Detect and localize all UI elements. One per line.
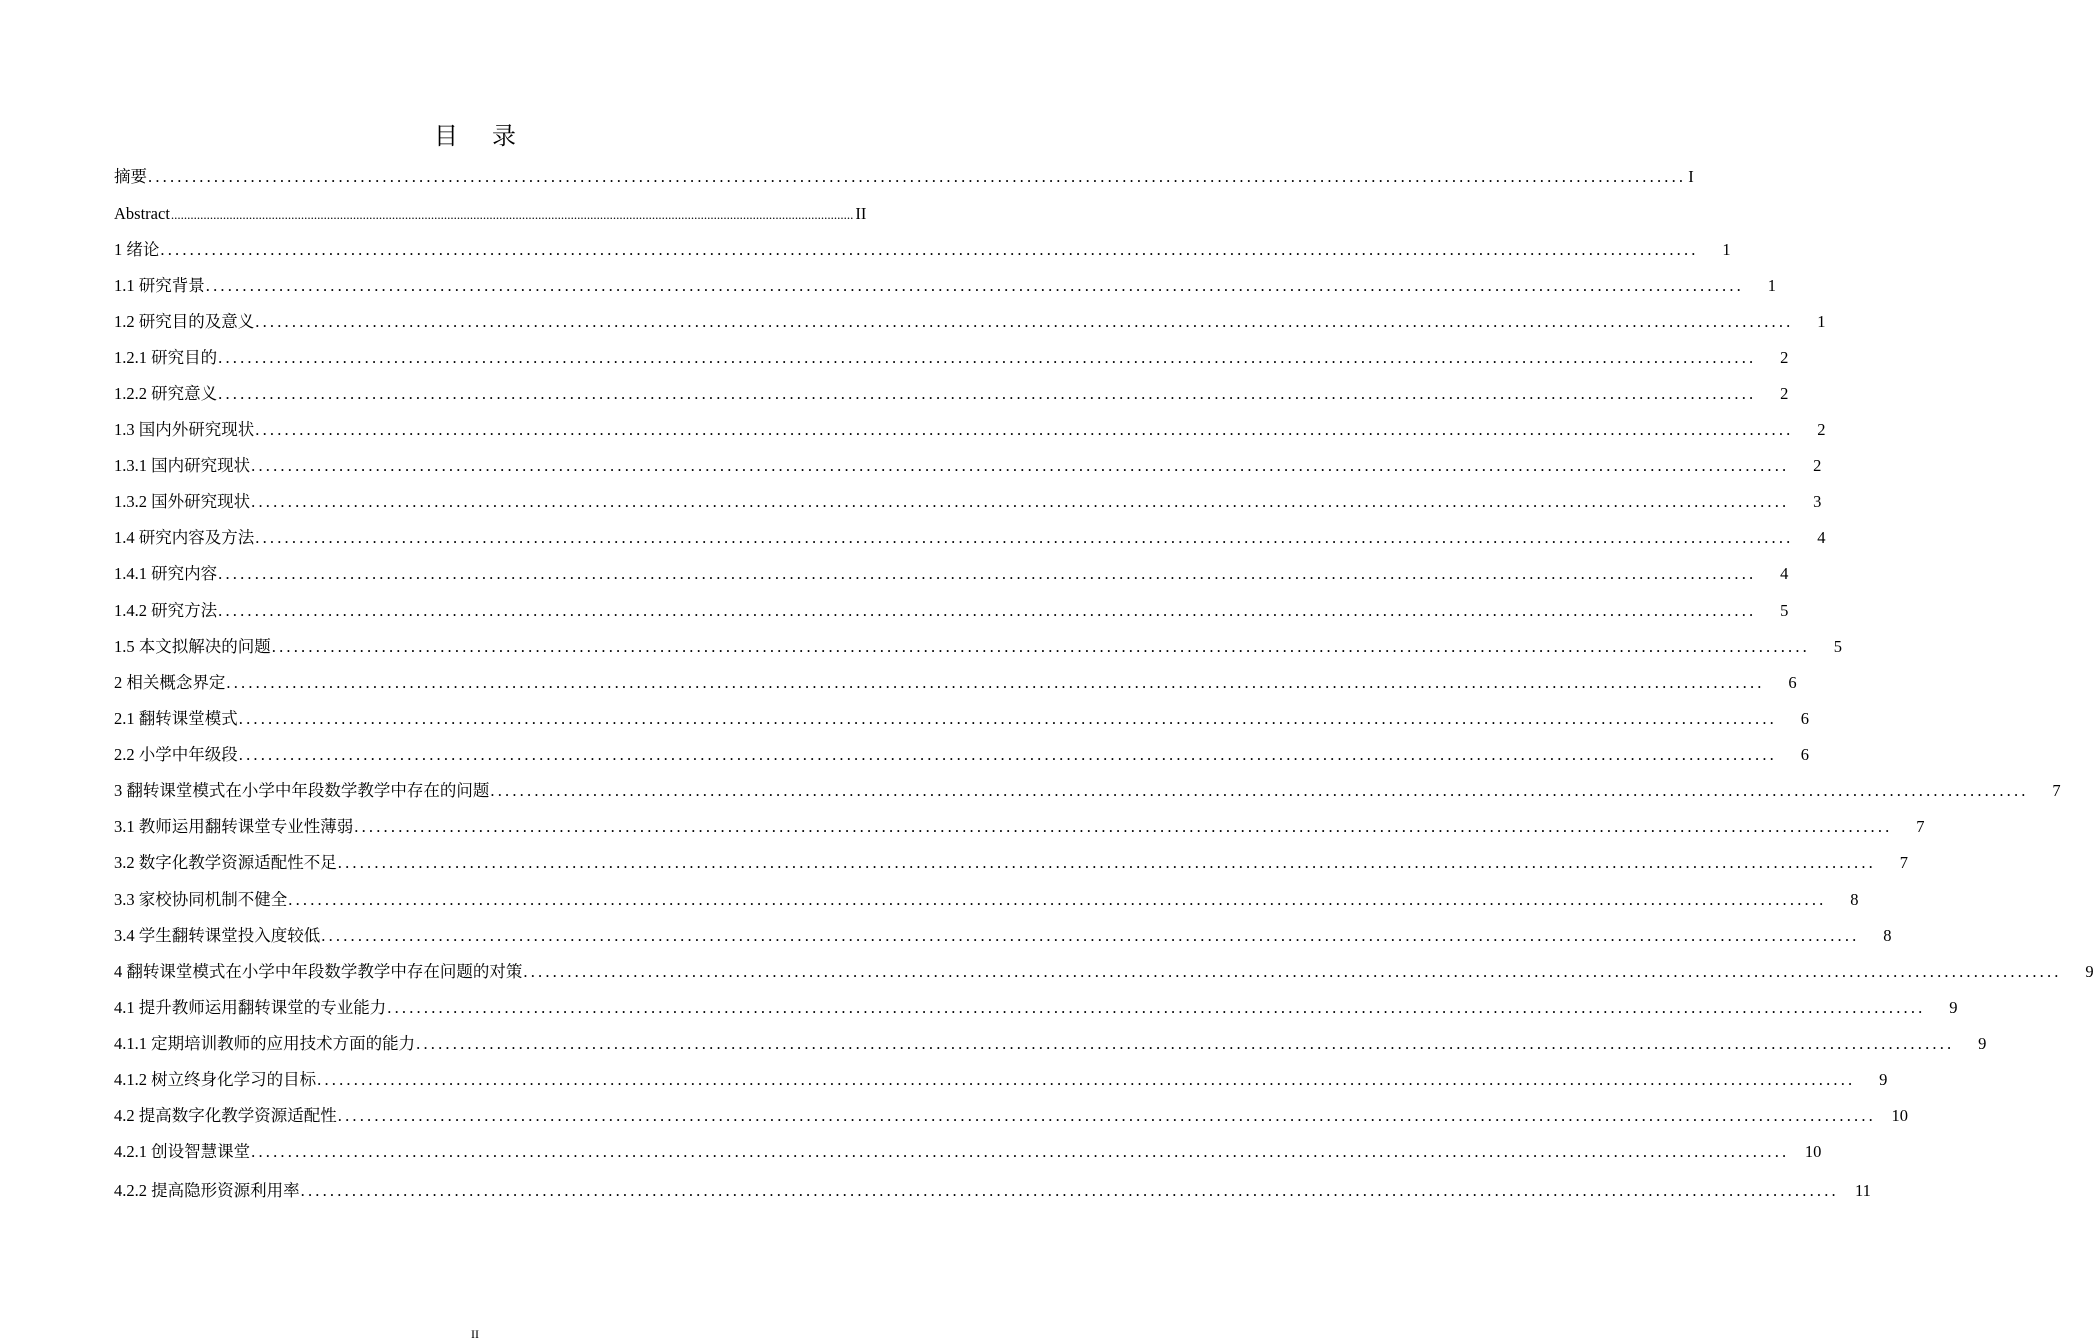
toc-entry-page: 1 bbox=[1817, 312, 1826, 331]
toc-dot-leader: .................................................................................................................................................................................................................. bbox=[218, 348, 1757, 367]
toc-entry[interactable] bbox=[114, 816, 1925, 838]
toc-entry[interactable] bbox=[114, 708, 1809, 730]
toc-entry[interactable] bbox=[114, 166, 1694, 188]
toc-dot-leader: .................................................................................................................................................................................................................. bbox=[271, 637, 1810, 656]
toc-entry[interactable] bbox=[114, 1033, 1987, 1055]
toc-entry[interactable] bbox=[114, 852, 1908, 874]
toc-dot-leader: .................................................................................................................................................................................................................. bbox=[226, 673, 1765, 692]
toc-entry-label: 4.1 提升教师运用翻转课堂的专业能力 bbox=[114, 998, 387, 1017]
toc-entry[interactable] bbox=[114, 455, 1822, 477]
toc-entry-label: 1.3.2 国外研究现状 bbox=[114, 492, 251, 511]
toc-entry-page: 1 bbox=[1722, 240, 1731, 259]
toc-dot-leader: .................................................................................................................................................................................................................. bbox=[255, 312, 1794, 331]
toc-entry[interactable] bbox=[114, 889, 1859, 911]
toc-entry-page: 3 bbox=[1813, 492, 1822, 511]
toc-dot-leader: .................................................................................................................................................................................................................. bbox=[523, 962, 2062, 981]
toc-dot-leader: .................................................................................................................................................................................................................. bbox=[251, 1142, 1790, 1161]
toc-entry-page: 2 bbox=[1817, 420, 1826, 439]
toc-dot-leader: .................................................................................................................................................................................................................. bbox=[317, 1070, 1856, 1089]
toc-dot-leader: .................................................................................................................................................................................................................. bbox=[238, 745, 1777, 764]
toc-entry-label: 1.1 研究背景 bbox=[114, 276, 205, 295]
toc-entry-page: 4 bbox=[1780, 564, 1789, 583]
toc-entry-page: 6 bbox=[1788, 673, 1797, 692]
toc-dot-leader: .................................................................................................................................................................................................................. bbox=[354, 817, 1893, 836]
toc-dot-leader: .................................................................................................................................................................................................................. bbox=[490, 781, 2029, 800]
toc-entry-label: 3.3 家校协同机制不健全 bbox=[114, 890, 288, 909]
toc-entry-label: 3.4 学生翻转课堂投入度较低 bbox=[114, 926, 321, 945]
toc-entry[interactable] bbox=[114, 997, 1958, 1019]
toc-entry-page: 2 bbox=[1813, 456, 1822, 475]
toc-entry[interactable] bbox=[114, 1180, 1871, 1202]
toc-dot-leader: .................................................................................................................................................................................................................. bbox=[251, 492, 1790, 511]
toc-entry-label: 1.2 研究目的及意义 bbox=[114, 312, 255, 331]
toc-entry[interactable] bbox=[114, 275, 1776, 297]
toc-entry[interactable] bbox=[114, 563, 1789, 585]
toc-entry[interactable] bbox=[114, 1105, 1908, 1127]
toc-entry[interactable] bbox=[114, 744, 1809, 766]
toc-entry-page: 10 bbox=[1891, 1106, 1908, 1125]
toc-entry-label: 1 绪论 bbox=[114, 240, 160, 259]
toc-entry-page: 5 bbox=[1833, 637, 1842, 656]
toc-dot-leader: .................................................................................................................................................................................................................. bbox=[218, 564, 1757, 583]
toc-entry[interactable] bbox=[114, 203, 867, 225]
toc-entry-label: 2.2 小学中年级段 bbox=[114, 745, 238, 764]
toc-entry[interactable] bbox=[114, 239, 1731, 261]
toc-dot-leader: .................................................................................................................................................................................................................. bbox=[218, 601, 1757, 620]
toc-entry-label: 4.1.2 树立终身化学习的目标 bbox=[114, 1070, 317, 1089]
toc-entry-label: 1.4 研究内容及方法 bbox=[114, 528, 255, 547]
toc-entry-label: 2.1 翻转课堂模式 bbox=[114, 709, 238, 728]
toc-entry-page: 9 bbox=[1949, 998, 1958, 1017]
toc-entry-page: 7 bbox=[2052, 781, 2061, 800]
toc-dot-leader: .................................................................................................................................................................................................................. bbox=[288, 890, 1827, 909]
toc-entry[interactable] bbox=[114, 527, 1826, 549]
toc-entry[interactable] bbox=[114, 636, 1842, 658]
toc-entry-page: 5 bbox=[1780, 601, 1789, 620]
toc-dot-leader: .................................................................................................................................................................................................................. bbox=[170, 207, 854, 222]
toc-entry-label: 1.4.2 研究方法 bbox=[114, 601, 218, 620]
toc-entry-page: 10 bbox=[1804, 1142, 1822, 1161]
toc-dot-leader: .................................................................................................................................................................................................................. bbox=[416, 1034, 1955, 1053]
toc-entry-label: 2 相关概念界定 bbox=[114, 673, 226, 692]
toc-dot-leader: .................................................................................................................................................................................................................. bbox=[337, 1106, 1876, 1125]
toc-entry-page: 4 bbox=[1817, 528, 1826, 547]
toc-entry-label: 3.2 数字化教学资源适配性不足 bbox=[114, 853, 337, 872]
toc-entry-label: 4 翻转课堂模式在小学中年段数学教学中存在问题的对策 bbox=[114, 962, 523, 981]
toc-entry-page: 6 bbox=[1800, 709, 1809, 728]
toc-entry-label: 摘要 bbox=[114, 167, 147, 186]
toc-entry[interactable] bbox=[114, 419, 1826, 441]
page-title: 目 录 bbox=[434, 124, 530, 150]
toc-entry-page: II bbox=[855, 204, 867, 223]
toc-entry[interactable] bbox=[114, 600, 1789, 622]
toc-entry[interactable] bbox=[114, 1069, 1888, 1091]
toc-dot-leader: .................................................................................................................................................................................................................. bbox=[205, 276, 1744, 295]
toc-entry-label: Abstract bbox=[114, 204, 170, 223]
toc-entry-page: 2 bbox=[1780, 348, 1789, 367]
toc-entry-page: 8 bbox=[1883, 926, 1892, 945]
toc-dot-leader: .................................................................................................................................................................................................................. bbox=[300, 1181, 1839, 1200]
toc-entry[interactable] bbox=[114, 347, 1789, 369]
toc-entry-page: 9 bbox=[1978, 1034, 1987, 1053]
toc-dot-leader: .................................................................................................................................................................................................................. bbox=[387, 998, 1926, 1017]
toc-entry-label: 4.2.2 提高隐形资源利用率 bbox=[114, 1181, 300, 1200]
page-number-footer: II bbox=[471, 1327, 479, 1341]
toc-entry-label: 1.3 国内外研究现状 bbox=[114, 420, 255, 439]
toc-entry-page: 6 bbox=[1800, 745, 1809, 764]
toc-entry-label: 1.2.2 研究意义 bbox=[114, 384, 218, 403]
toc-entry-label: 1.2.1 研究目的 bbox=[114, 348, 218, 367]
toc-entry-label: 3.1 教师运用翻转课堂专业性薄弱 bbox=[114, 817, 354, 836]
toc-dot-leader: .................................................................................................................................................................................................................. bbox=[337, 853, 1876, 872]
toc-entry-label: 1.5 本文拟解决的问题 bbox=[114, 637, 271, 656]
toc-entry-label: 4.1.1 定期培训教师的应用技术方面的能力 bbox=[114, 1034, 416, 1053]
toc-entry[interactable] bbox=[114, 1141, 1822, 1163]
toc-entry[interactable] bbox=[114, 780, 2061, 802]
toc-dot-leader: .................................................................................................................................................................................................................. bbox=[321, 926, 1860, 945]
toc-entry[interactable] bbox=[114, 383, 1789, 405]
toc-dot-leader: .................................................................................................................................................................................................................. bbox=[238, 709, 1777, 728]
toc-entry[interactable] bbox=[114, 925, 1892, 947]
toc-entry-page: 8 bbox=[1850, 890, 1859, 909]
toc-entry-label: 1.4.1 研究内容 bbox=[114, 564, 218, 583]
toc-dot-leader: .................................................................................................................................................................................................................. bbox=[255, 420, 1794, 439]
toc-entry-label: 4.2.1 创设智慧课堂 bbox=[114, 1142, 251, 1161]
toc-entry[interactable] bbox=[114, 311, 1826, 333]
toc-entry[interactable] bbox=[114, 491, 1822, 513]
toc-entry-page: 1 bbox=[1767, 276, 1776, 295]
toc-entry-page: 9 bbox=[2085, 962, 2094, 981]
toc-entry-label: 1.3.1 国内研究现状 bbox=[114, 456, 251, 475]
toc-entry-page: I bbox=[1688, 167, 1694, 186]
toc-dot-leader: .................................................................................................................................................................................................................. bbox=[160, 240, 1699, 259]
toc-entry-label: 4.2 提高数字化教学资源适配性 bbox=[114, 1106, 337, 1125]
toc-entry-page: 7 bbox=[1916, 817, 1925, 836]
toc-dot-leader: .................................................................................................................................................................................................................. bbox=[218, 384, 1757, 403]
toc-entry-label: 3 翻转课堂模式在小学中年段数学教学中存在的问题 bbox=[114, 781, 490, 800]
toc-dot-leader: .................................................................................................................................................................................................................. bbox=[148, 167, 1687, 186]
toc-entry-page: 9 bbox=[1879, 1070, 1888, 1089]
toc-dot-leader: .................................................................................................................................................................................................................. bbox=[255, 528, 1794, 547]
toc-entry-page: 2 bbox=[1780, 384, 1789, 403]
toc-entry[interactable] bbox=[114, 672, 1797, 694]
toc-entry-page: 7 bbox=[1899, 853, 1908, 872]
toc-dot-leader: .................................................................................................................................................................................................................. bbox=[251, 456, 1790, 475]
toc-entry[interactable] bbox=[114, 961, 2094, 983]
toc-entry-page: 11 bbox=[1854, 1181, 1871, 1200]
